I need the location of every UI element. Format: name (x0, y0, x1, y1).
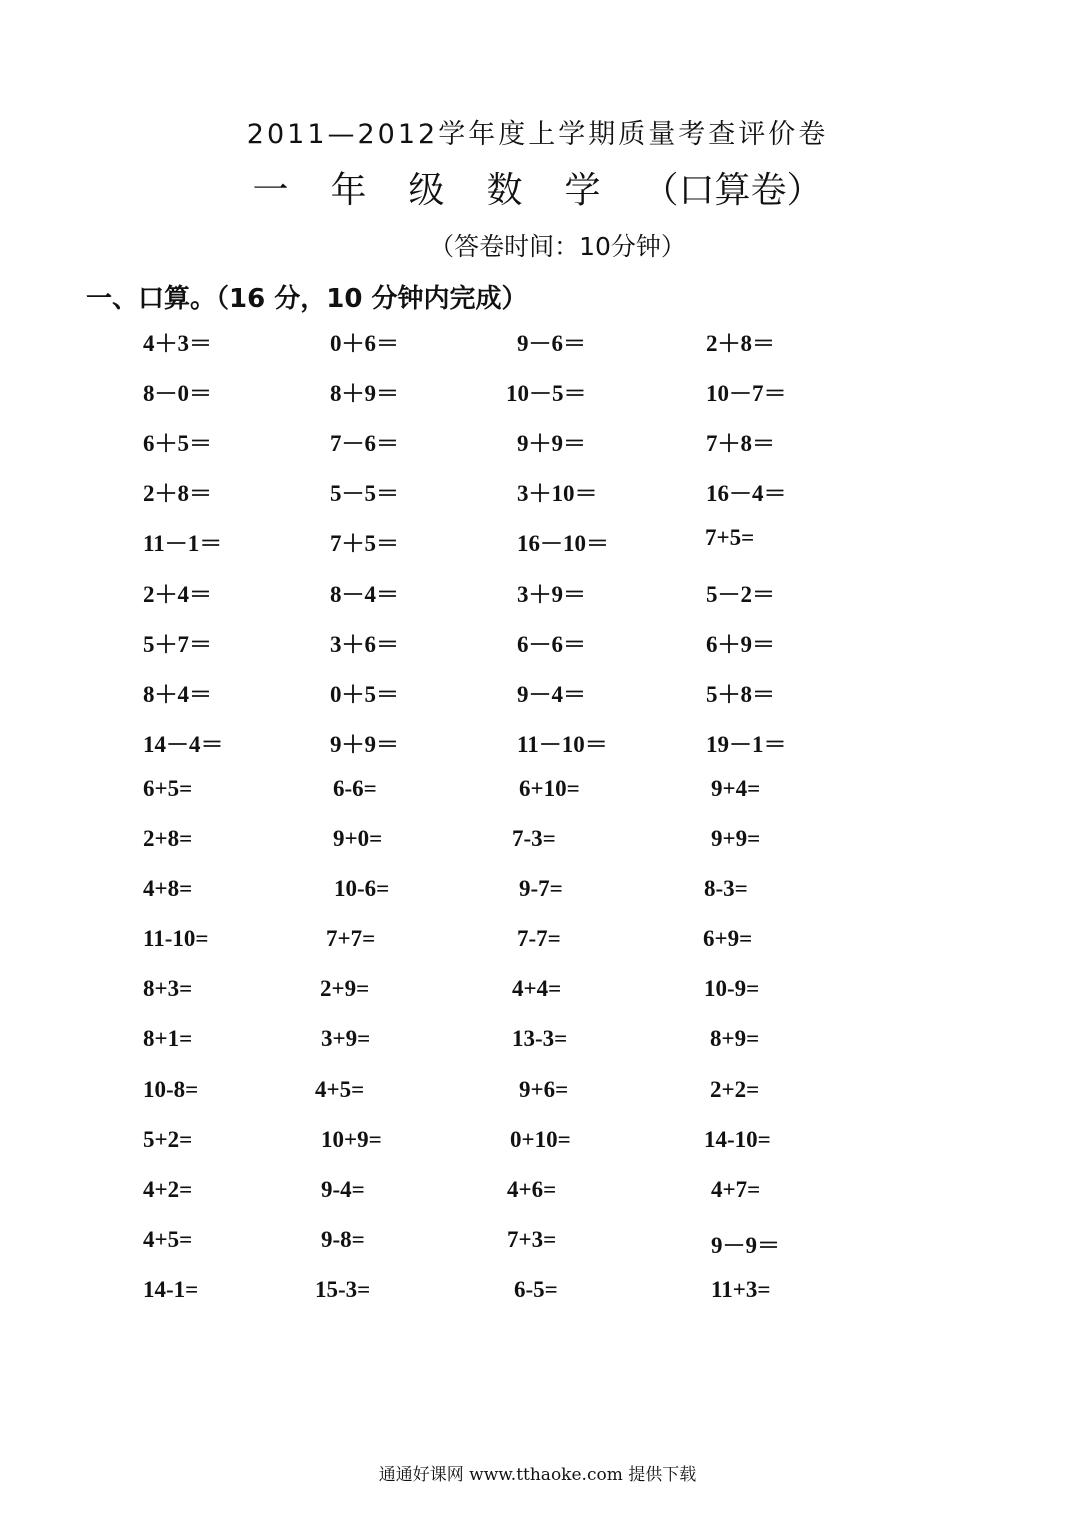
footer-text: 通通好课网 www.tthaoke.com 提供下载 (378, 1465, 697, 1485)
problem-r6-c2: 8－4＝ (330, 582, 399, 607)
problem-r16-c4: 2+2= (710, 1077, 760, 1102)
problem-r15-c3: 13-3= (512, 1026, 568, 1051)
problem-r12-c2: 10-6= (334, 876, 390, 901)
problem-r12-c4: 8-3= (704, 876, 748, 901)
problem-r7-c3: 6－6＝ (517, 632, 586, 657)
problem-r12-c1: 4+8= (143, 876, 193, 901)
exam-title-sub: （口算卷） (642, 170, 823, 211)
problem-r17-c3: 0+10= (510, 1127, 571, 1152)
time-limit-note: （答卷时间：10分钟） (429, 232, 686, 261)
problem-r20-c3: 6-5= (514, 1277, 558, 1302)
problem-r19-c4: 9－9＝ (711, 1233, 780, 1258)
problem-r7-c1: 5＋7＝ (143, 632, 212, 657)
problem-r20-c1: 14-1= (143, 1277, 199, 1302)
problem-r18-c2: 9-4= (321, 1177, 365, 1202)
problem-r15-c1: 8+1= (143, 1026, 193, 1051)
problem-r3-c1: 6＋5＝ (143, 431, 212, 456)
problem-r18-c4: 4+7= (711, 1177, 761, 1202)
problem-r17-c4: 14-10= (704, 1127, 771, 1152)
problem-r14-c2: 2+9= (320, 976, 370, 1001)
problem-r4-c2: 5－5＝ (330, 481, 399, 506)
problem-r5-c4: 7+5= (705, 525, 755, 550)
problem-r14-c1: 8+3= (143, 976, 193, 1001)
problem-r6-c3: 3＋9＝ (517, 582, 586, 607)
problem-r2-c4: 10－7＝ (706, 381, 787, 406)
problem-r4-c3: 3＋10＝ (517, 481, 598, 506)
problem-r8-c2: 0＋5＝ (330, 682, 399, 707)
problem-r1-c1: 4＋3＝ (143, 331, 212, 356)
problem-r17-c1: 5+2= (143, 1127, 193, 1152)
problem-r9-c1: 14－4＝ (143, 732, 224, 757)
problem-r20-c4: 11+3= (711, 1277, 771, 1302)
problem-r11-c2: 9+0= (333, 826, 383, 851)
problem-r2-c2: 8＋9＝ (330, 381, 399, 406)
problem-r1-c3: 9－6＝ (517, 331, 586, 356)
problem-r7-c4: 6＋9＝ (706, 632, 775, 657)
problem-r14-c4: 10-9= (704, 976, 760, 1001)
problem-r3-c4: 7＋8＝ (706, 431, 775, 456)
problem-r5-c1: 11－1＝ (143, 531, 223, 556)
problem-r2-c3: 10－5＝ (506, 381, 587, 406)
problem-r16-c2: 4+5= (315, 1077, 365, 1102)
problem-r10-c3: 6+10= (519, 776, 580, 801)
problem-r9-c4: 19－1＝ (706, 732, 787, 757)
problem-r5-c2: 7＋5＝ (330, 531, 399, 556)
problem-r14-c3: 4+4= (512, 976, 562, 1001)
exam-header: 2011—2012学年度上学期质量考查评价卷 (246, 119, 829, 150)
problem-r13-c2: 7+7= (326, 926, 376, 951)
problem-r3-c3: 9＋9＝ (517, 431, 586, 456)
problem-r15-c4: 8+9= (710, 1026, 760, 1051)
problem-r13-c4: 6+9= (703, 926, 753, 951)
problem-r2-c1: 8－0＝ (143, 381, 212, 406)
problem-r4-c1: 2＋8＝ (143, 481, 212, 506)
problem-r11-c1: 2+8= (143, 826, 193, 851)
section-heading: 一、口算。（16 分，10 分钟内完成） (86, 284, 528, 314)
problem-r1-c2: 0＋6＝ (330, 331, 399, 356)
problem-r9-c2: 9＋9＝ (330, 732, 399, 757)
problem-r1-c4: 2＋8＝ (706, 331, 775, 356)
problem-r13-c1: 11-10= (143, 926, 209, 951)
problem-r12-c3: 9-7= (519, 876, 563, 901)
problem-r13-c3: 7-7= (517, 926, 561, 951)
problem-r17-c2: 10+9= (321, 1127, 382, 1152)
problem-r19-c2: 9-8= (321, 1227, 365, 1252)
problem-r16-c3: 9+6= (519, 1077, 569, 1102)
problem-r16-c1: 10-8= (143, 1077, 199, 1102)
problem-r6-c4: 5－2＝ (706, 582, 775, 607)
problem-r8-c1: 8＋4＝ (143, 682, 212, 707)
problem-r15-c2: 3+9= (321, 1026, 371, 1051)
problem-r20-c2: 15-3= (315, 1277, 371, 1302)
problem-r7-c2: 3＋6＝ (330, 632, 399, 657)
problem-r10-c2: 6-6= (333, 776, 377, 801)
problem-r10-c1: 6+5= (143, 776, 193, 801)
problem-r19-c1: 4+5= (143, 1227, 193, 1252)
problem-r10-c4: 9+4= (711, 776, 761, 801)
problem-r9-c3: 11－10＝ (517, 732, 608, 757)
problem-r18-c3: 4+6= (507, 1177, 557, 1202)
problem-r11-c4: 9+9= (711, 826, 761, 851)
problem-r19-c3: 7+3= (507, 1227, 557, 1252)
problem-r4-c4: 16－4＝ (706, 481, 787, 506)
exam-title-main: 一年级数学 (252, 170, 643, 211)
problem-r18-c1: 4+2= (143, 1177, 193, 1202)
problem-r8-c4: 5＋8＝ (706, 682, 775, 707)
problem-r6-c1: 2＋4＝ (143, 582, 212, 607)
problem-r3-c2: 7－6＝ (330, 431, 399, 456)
problem-r8-c3: 9－4＝ (517, 682, 586, 707)
problem-r11-c3: 7-3= (512, 826, 556, 851)
problem-r5-c3: 16－10＝ (517, 531, 609, 556)
